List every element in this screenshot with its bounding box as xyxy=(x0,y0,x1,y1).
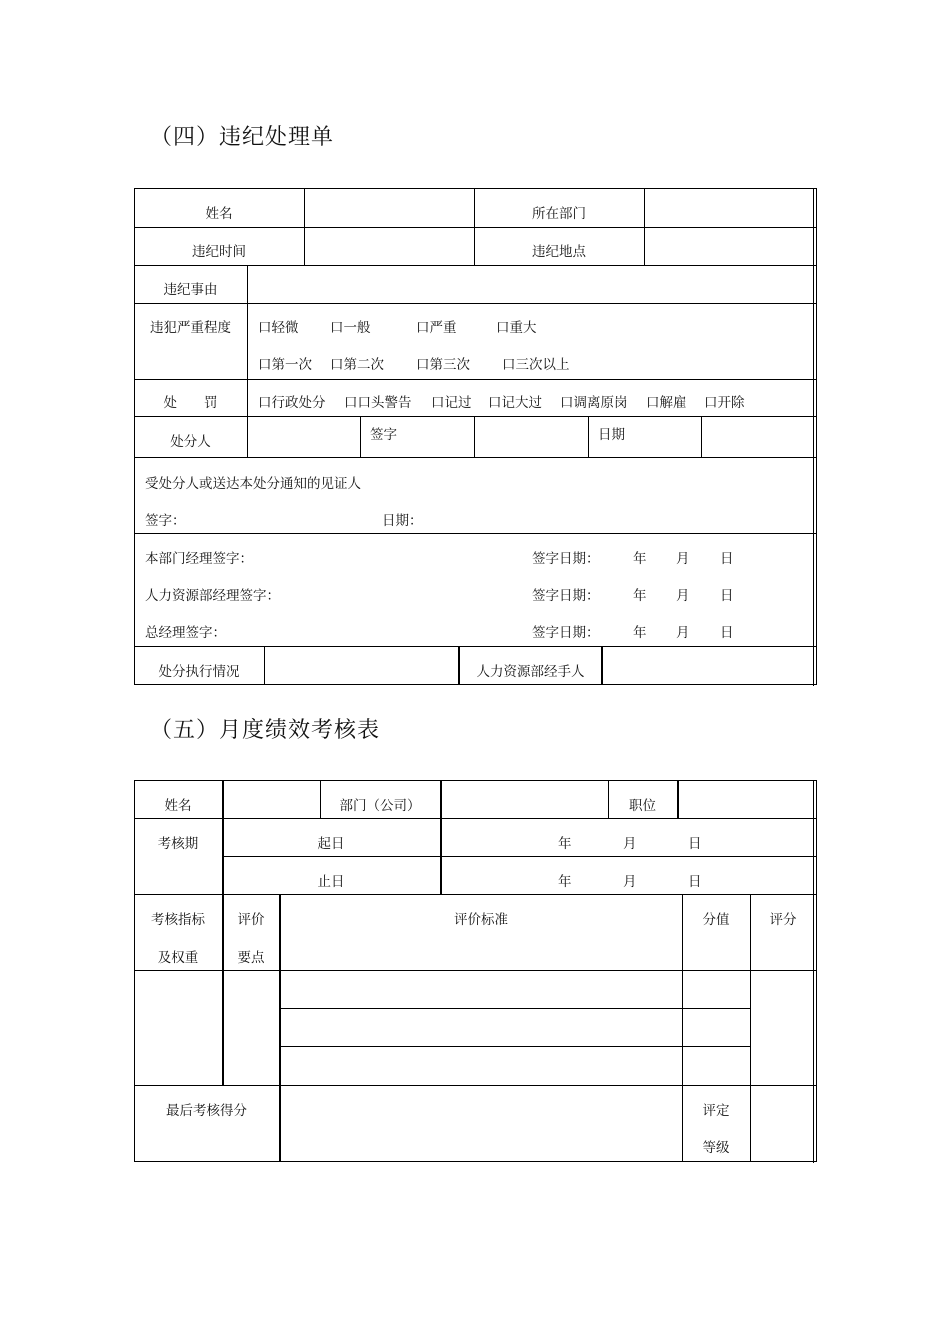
points-field[interactable] xyxy=(225,971,279,1085)
end-year-label: 年 xyxy=(558,874,572,890)
start-day-label: 日 xyxy=(688,836,702,852)
punisher-field[interactable] xyxy=(248,417,360,457)
execution-field[interactable] xyxy=(265,647,458,685)
punisher-sign-label: 签字 xyxy=(370,427,397,443)
dept-label: 所在部门 xyxy=(532,206,586,222)
criteria-field-2[interactable] xyxy=(282,1009,682,1046)
value-field-2[interactable] xyxy=(683,1009,750,1046)
dept-company-label: 部门（公司） xyxy=(339,798,421,814)
day-label: 日 xyxy=(720,551,734,567)
score-label: 评分 xyxy=(769,912,797,928)
dept-field[interactable] xyxy=(645,189,815,227)
witness-date-label: 日期： xyxy=(382,513,423,529)
grade-label-line1: 评定 xyxy=(702,1103,730,1119)
day-label: 日 xyxy=(720,625,734,641)
indicator-label-line2: 及权重 xyxy=(157,950,199,966)
violation-reason-field[interactable] xyxy=(248,266,815,303)
name-field[interactable] xyxy=(224,781,320,818)
count-second-checkbox[interactable]: 口第二次 xyxy=(330,357,384,373)
violation-place-label: 违纪地点 xyxy=(532,244,586,260)
value-field-3[interactable] xyxy=(683,1047,750,1085)
witness-sign-label: 签字： xyxy=(145,513,186,529)
severity-label: 违犯严重程度 xyxy=(150,320,231,336)
section4-title: （四）违纪处理单 xyxy=(150,125,335,150)
score-field[interactable] xyxy=(751,971,815,1085)
punish-expel-checkbox[interactable]: 口开除 xyxy=(704,395,745,411)
execution-label: 处分执行情况 xyxy=(158,664,240,680)
grade-label-line2: 等级 xyxy=(702,1140,730,1156)
final-score-field[interactable] xyxy=(282,1086,682,1162)
name-label: 姓名 xyxy=(164,798,192,814)
hr-handler-field[interactable] xyxy=(603,647,815,685)
severity-major-checkbox[interactable]: 口重大 xyxy=(496,320,537,336)
count-first-checkbox[interactable]: 口第一次 xyxy=(258,357,312,373)
section5-title: （五）月度绩效考核表 xyxy=(150,718,381,743)
score-value-label: 分值 xyxy=(702,912,730,928)
final-score-label: 最后考核得分 xyxy=(166,1103,247,1119)
month-label: 月 xyxy=(676,551,690,567)
name-label: 姓名 xyxy=(205,206,233,222)
punish-transfer-checkbox[interactable]: 口调离原岗 xyxy=(560,395,628,411)
year-label: 年 xyxy=(633,625,647,641)
month-label: 月 xyxy=(676,625,690,641)
violation-time-field[interactable] xyxy=(305,228,474,265)
severity-serious-checkbox[interactable]: 口严重 xyxy=(416,320,457,336)
year-label: 年 xyxy=(633,551,647,567)
violation-place-field[interactable] xyxy=(645,228,815,265)
hr-manager-sign-date-label: 签字日期： xyxy=(532,588,600,604)
criteria-field-1[interactable] xyxy=(282,971,682,1008)
end-day-label: 日 xyxy=(688,874,702,890)
indicator-field[interactable] xyxy=(135,971,221,1085)
start-month-label: 月 xyxy=(623,836,637,852)
name-field[interactable] xyxy=(305,189,474,227)
day-label: 日 xyxy=(720,588,734,604)
grade-field[interactable] xyxy=(751,1086,815,1162)
month-label: 月 xyxy=(676,588,690,604)
punish-administrative-checkbox[interactable]: 口行政处分 xyxy=(258,395,326,411)
criteria-label: 评价标准 xyxy=(454,912,508,928)
witness-label: 受处分人或送达本处分通知的见证人 xyxy=(145,476,361,492)
punishment-label: 处 罚 xyxy=(163,395,218,411)
start-year-label: 年 xyxy=(558,836,572,852)
points-label-line1: 评价 xyxy=(237,912,265,928)
dept-manager-sign-label: 本部门经理签字： xyxy=(145,551,253,567)
period-label: 考核期 xyxy=(157,836,199,852)
punisher-date-field[interactable] xyxy=(702,417,815,457)
criteria-field-3[interactable] xyxy=(282,1047,682,1085)
punish-major-demerit-checkbox[interactable]: 口记大过 xyxy=(488,395,542,411)
hr-handler-label: 人力资源部经手人 xyxy=(476,664,585,680)
violation-reason-label: 违纪事由 xyxy=(163,282,218,298)
count-third-checkbox[interactable]: 口第三次 xyxy=(416,357,470,373)
punish-demerit-checkbox[interactable]: 口记过 xyxy=(431,395,472,411)
gm-sign-date-label: 签字日期： xyxy=(532,625,600,641)
punisher-label: 处分人 xyxy=(170,434,211,450)
punisher-date-label: 日期 xyxy=(598,427,625,443)
indicator-label-line1: 考核指标 xyxy=(151,912,205,928)
dept-company-field[interactable] xyxy=(442,781,608,818)
count-more-checkbox[interactable]: 口三次以上 xyxy=(502,357,570,373)
hr-manager-sign-label: 人力资源部经理签字： xyxy=(145,588,280,604)
end-date-label: 止日 xyxy=(317,874,345,890)
severity-general-checkbox[interactable]: 口一般 xyxy=(330,320,371,336)
dept-manager-sign-date-label: 签字日期： xyxy=(532,551,600,567)
position-label: 职位 xyxy=(629,798,656,814)
position-field[interactable] xyxy=(679,781,815,818)
punish-dismiss-checkbox[interactable]: 口解雇 xyxy=(646,395,687,411)
points-label-line2: 要点 xyxy=(237,950,265,966)
violation-time-label: 违纪时间 xyxy=(192,244,246,260)
end-month-label: 月 xyxy=(623,874,637,890)
value-field-1[interactable] xyxy=(683,971,750,1008)
severity-minor-checkbox[interactable]: 口轻微 xyxy=(258,320,299,336)
gm-sign-label: 总经理签字： xyxy=(145,625,226,641)
year-label: 年 xyxy=(633,588,647,604)
punisher-sign-field[interactable] xyxy=(475,417,588,457)
start-date-label: 起日 xyxy=(317,836,345,852)
punish-verbal-warning-checkbox[interactable]: 口口头警告 xyxy=(344,395,412,411)
